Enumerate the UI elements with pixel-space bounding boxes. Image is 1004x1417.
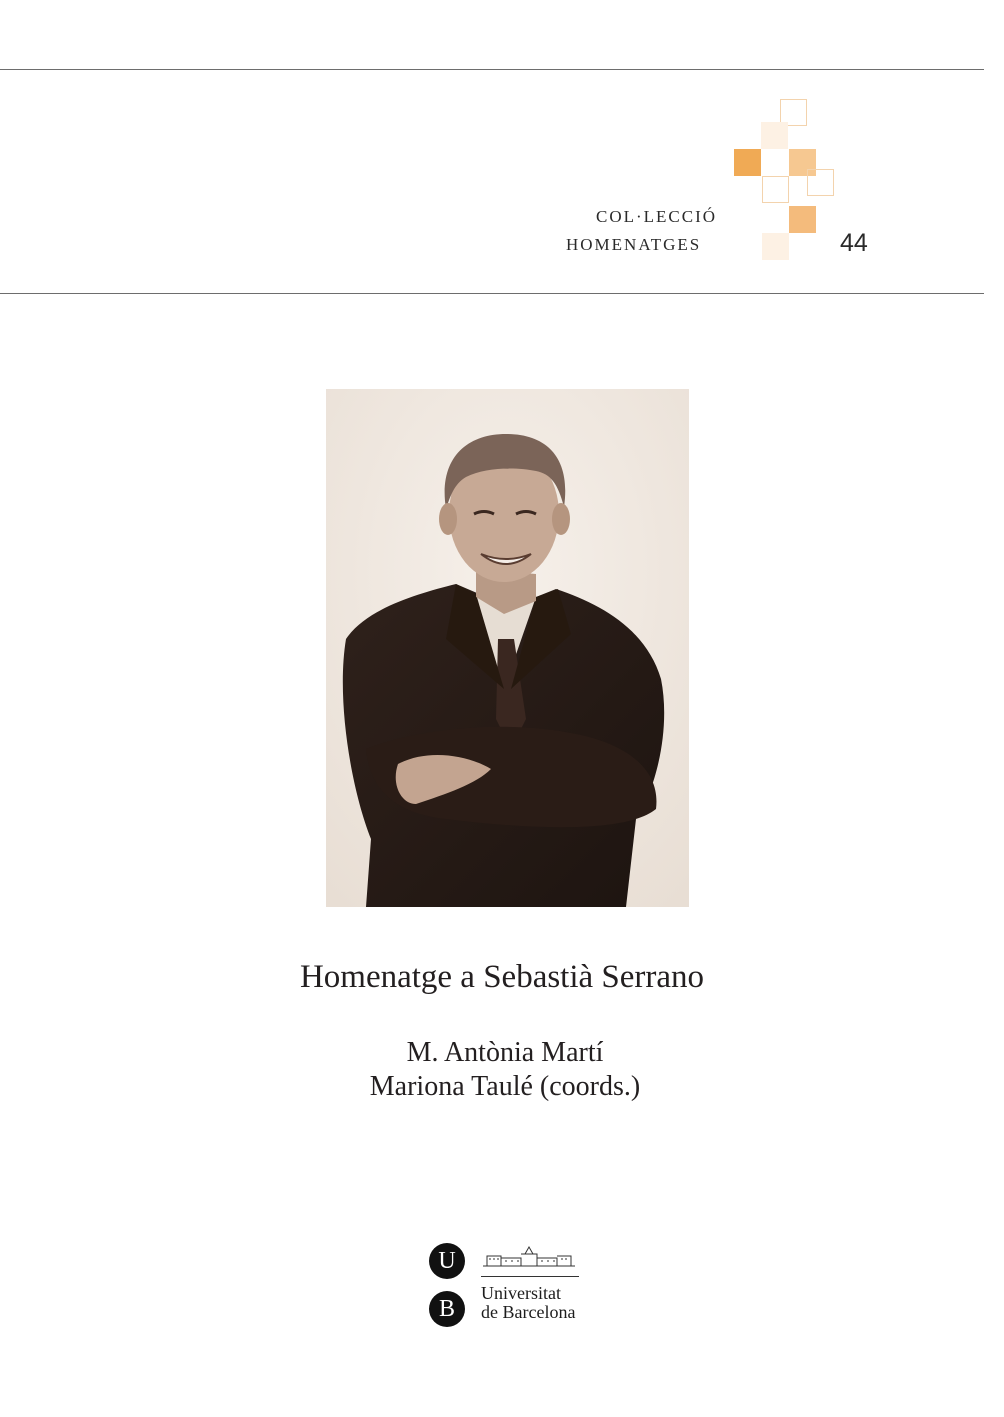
publisher-name-line-2: de Barcelona bbox=[481, 1302, 576, 1322]
top-rule bbox=[0, 69, 984, 70]
author-2: Mariona Taulé (coords.) bbox=[369, 1071, 641, 1102]
logo-circle-b: B bbox=[429, 1291, 465, 1327]
building-icon bbox=[481, 1244, 577, 1268]
logo-circle-u: U bbox=[429, 1243, 465, 1279]
publisher-name bbox=[481, 1284, 575, 1322]
logo-divider bbox=[481, 1276, 579, 1277]
publisher-logo bbox=[429, 1240, 589, 1340]
book-authors bbox=[0, 1036, 1004, 1104]
square-outline bbox=[807, 169, 834, 196]
publisher-name-line-1: Universitat bbox=[481, 1283, 561, 1303]
collection-name bbox=[566, 203, 717, 259]
bottom-rule bbox=[0, 293, 984, 294]
collection-number: 44 bbox=[840, 229, 868, 257]
book-title: Homenatge a Sebastià Serrano bbox=[299, 959, 705, 995]
square-faint bbox=[762, 233, 789, 260]
square-mid bbox=[789, 206, 816, 233]
author-1: M. Antònia Martí bbox=[406, 1037, 604, 1068]
square-faint bbox=[761, 122, 788, 149]
square-dark bbox=[734, 149, 761, 176]
portrait-illustration bbox=[326, 389, 689, 907]
square-outline bbox=[762, 176, 789, 203]
author-portrait-photo bbox=[326, 389, 689, 907]
collection-line-2: HOMENATGES bbox=[566, 235, 702, 254]
collection-line-1: COL·LECCIÓ bbox=[596, 207, 718, 226]
